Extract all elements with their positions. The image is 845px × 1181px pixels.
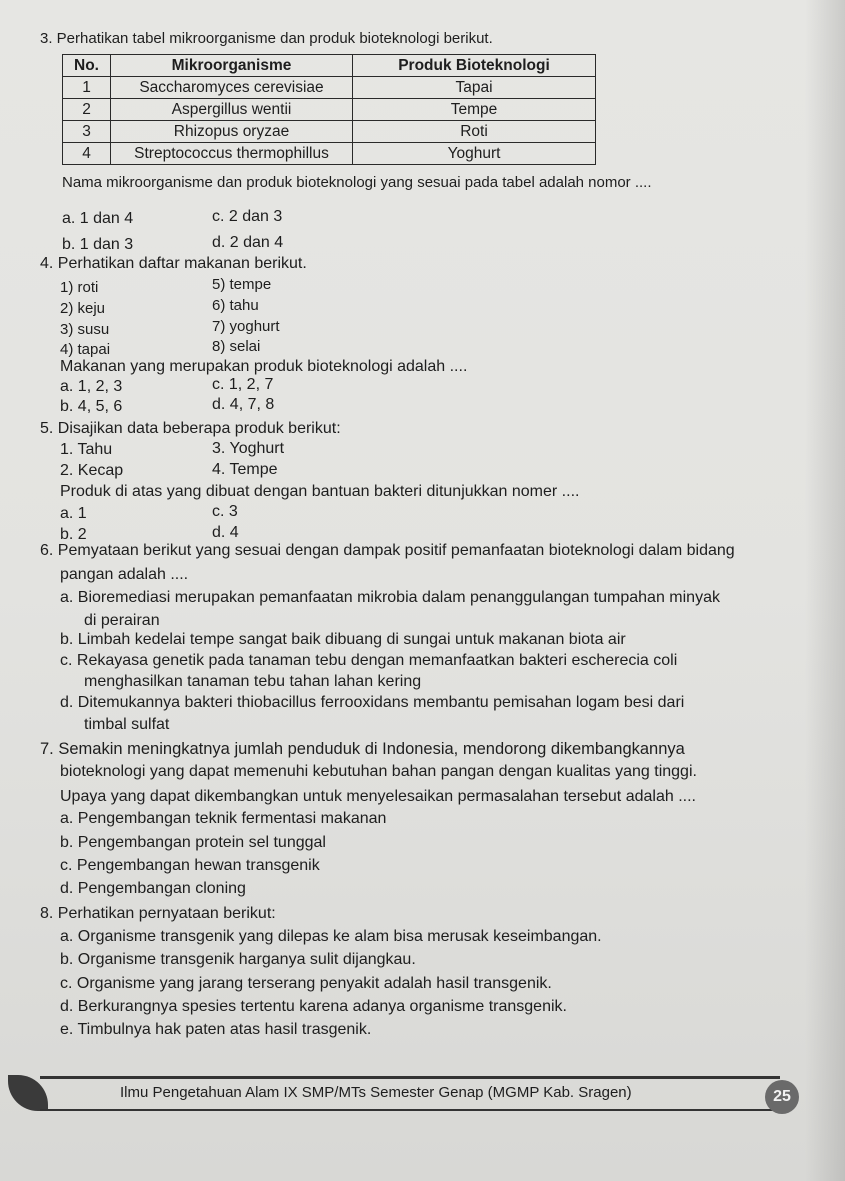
q8-option-c[interactable]: c. Organisme yang jarang terserang penyakit adalah hasil transgenik. bbox=[60, 975, 552, 992]
q4-option-a[interactable]: a. 1, 2, 3 bbox=[60, 378, 123, 395]
q4-item-8: 8) selai bbox=[212, 338, 261, 355]
table-cell-no: 2 bbox=[63, 99, 111, 121]
table-cell-microorganism: Saccharomyces cerevisiae bbox=[111, 77, 353, 99]
q7-stem-line3: Upaya yang dapat dikembangkan untuk menyelesaikan permasalahan tersebut adalah .... bbox=[60, 788, 696, 805]
q7-stem-line1: 7. Semakin meningkatnya jumlah penduduk di Indonesia, mendorong dikembangkannya bbox=[40, 740, 685, 758]
q8-intro: 8. Perhatikan pernyataan berikut: bbox=[40, 905, 276, 922]
q7-option-d[interactable]: d. Pengembangan cloning bbox=[60, 880, 246, 897]
footer-text: Ilmu Pengetahuan Alam IX SMP/MTs Semester Genap (MGMP Kab. Sragen) bbox=[120, 1084, 632, 1101]
q3-question: Nama mikroorganisme dan produk bioteknologi yang sesuai pada tabel adalah nomor .... bbox=[62, 174, 652, 191]
q8-option-b[interactable]: b. Organisme transgenik harganya sulit dijangkau. bbox=[60, 951, 416, 968]
q6-option-c[interactable]: c. Rekayasa genetik pada tanaman tebu dengan memanfaatkan bakteri escherecia coli bbox=[60, 652, 678, 669]
q4-item-3: 3) susu bbox=[60, 321, 110, 338]
q6-option-c-cont: menghasilkan tanaman tebu tahan lahan kering bbox=[84, 673, 422, 690]
q5-item-2: 2. Kecap bbox=[60, 462, 124, 479]
q5-option-c[interactable]: c. 3 bbox=[212, 503, 238, 520]
q4-intro: 4. Perhatikan daftar makanan berikut. bbox=[40, 255, 307, 272]
table-cell-microorganism: Aspergillus wentii bbox=[111, 99, 353, 121]
footer-divider-bottom bbox=[40, 1109, 780, 1111]
q8-option-e[interactable]: e. Timbulnya hak paten atas hasil trasgenik. bbox=[60, 1021, 372, 1038]
q5-item-1: 1. Tahu bbox=[60, 441, 113, 458]
q5-option-a[interactable]: a. 1 bbox=[60, 505, 87, 522]
table-cell-microorganism: Streptococcus thermophillus bbox=[111, 143, 353, 165]
q4-item-4: 4) tapai bbox=[60, 341, 111, 358]
q6-option-d-cont: timbal sulfat bbox=[84, 716, 170, 733]
q3-option-c[interactable]: c. 2 dan 3 bbox=[212, 208, 283, 225]
microorganism-table bbox=[62, 54, 596, 165]
footer-divider-top bbox=[40, 1076, 780, 1079]
table-cell-product: Tapai bbox=[353, 77, 596, 99]
q3-option-b[interactable]: b. 1 dan 3 bbox=[62, 236, 134, 253]
q4-item-7: 7) yoghurt bbox=[212, 318, 280, 335]
q4-option-d[interactable]: d. 4, 7, 8 bbox=[212, 396, 275, 413]
q4-item-1: 1) roti bbox=[60, 279, 99, 296]
table-header-no: No. bbox=[63, 55, 111, 77]
table-row bbox=[63, 99, 596, 121]
q7-option-c[interactable]: c. Pengembangan hewan transgenik bbox=[60, 857, 320, 874]
q3-option-a[interactable]: a. 1 dan 4 bbox=[62, 210, 134, 227]
q3-intro: 3. Perhatikan tabel mikroorganisme dan produk bioteknologi berikut. bbox=[40, 30, 493, 47]
table-cell-product: Yoghurt bbox=[353, 143, 596, 165]
q6-option-a-cont: di perairan bbox=[84, 612, 160, 629]
q5-item-3: 3. Yoghurt bbox=[212, 440, 285, 457]
table-cell-no: 1 bbox=[63, 77, 111, 99]
q5-option-d[interactable]: d. 4 bbox=[212, 524, 239, 541]
q4-option-b[interactable]: b. 4, 5, 6 bbox=[60, 398, 123, 415]
table-header-microorganism: Mikroorganisme bbox=[111, 55, 353, 77]
table-row bbox=[63, 77, 596, 99]
page-edge-shadow bbox=[805, 0, 845, 1181]
q8-option-a[interactable]: a. Organisme transgenik yang dilepas ke alam bisa merusak keseimbangan. bbox=[60, 928, 602, 945]
q5-item-4: 4. Tempe bbox=[212, 461, 278, 478]
table-header-row bbox=[63, 55, 596, 77]
q4-item-2: 2) keju bbox=[60, 300, 106, 317]
q7-stem-line2: bioteknologi yang dapat memenuhi kebutuhan bahan pangan dengan kualitas yang tinggi. bbox=[60, 763, 697, 780]
table-cell-no: 3 bbox=[63, 121, 111, 143]
table-row bbox=[63, 121, 596, 143]
q6-stem-line1: 6. Pemyataan berikut yang sesuai dengan dampak positif pemanfaatan bioteknologi dalam bidang bbox=[40, 542, 735, 559]
table-row bbox=[63, 143, 596, 165]
page-number-badge: 25 bbox=[765, 1080, 799, 1114]
q4-question: Makanan yang merupakan produk bioteknologi adalah .... bbox=[60, 358, 468, 375]
q6-option-d[interactable]: d. Ditemukannya bakteri thiobacillus ferrooxidans membantu pemisahan logam besi dari bbox=[60, 694, 685, 711]
q4-option-c[interactable]: c. 1, 2, 7 bbox=[212, 376, 274, 393]
q4-item-5: 5) tempe bbox=[212, 276, 272, 293]
q3-option-d[interactable]: d. 2 dan 4 bbox=[212, 234, 284, 251]
q6-option-b[interactable]: b. Limbah kedelai tempe sangat baik dibuang di sungai untuk makanan biota air bbox=[60, 631, 626, 648]
table-cell-no: 4 bbox=[63, 143, 111, 165]
q7-option-b[interactable]: b. Pengembangan protein sel tunggal bbox=[60, 834, 326, 851]
q5-option-b[interactable]: b. 2 bbox=[60, 526, 87, 543]
table-cell-microorganism: Rhizopus oryzae bbox=[111, 121, 353, 143]
q4-item-6: 6) tahu bbox=[212, 297, 259, 314]
q6-stem-line2: pangan adalah .... bbox=[60, 566, 189, 583]
table-header-product: Produk Bioteknologi bbox=[353, 55, 596, 77]
q6-option-a[interactable]: a. Bioremediasi merupakan pemanfaatan mikrobia dalam penanggulangan tumpahan minyak bbox=[60, 589, 720, 606]
q8-option-d[interactable]: d. Berkurangnya spesies tertentu karena adanya organisme transgenik. bbox=[60, 998, 567, 1015]
q5-question: Produk di atas yang dibuat dengan bantuan bakteri ditunjukkan nomer .... bbox=[60, 483, 580, 500]
table-cell-product: Roti bbox=[353, 121, 596, 143]
q7-option-a[interactable]: a. Pengembangan teknik fermentasi makanan bbox=[60, 810, 387, 827]
q5-intro: 5. Disajikan data beberapa produk berikut: bbox=[40, 420, 341, 437]
table-cell-product: Tempe bbox=[353, 99, 596, 121]
